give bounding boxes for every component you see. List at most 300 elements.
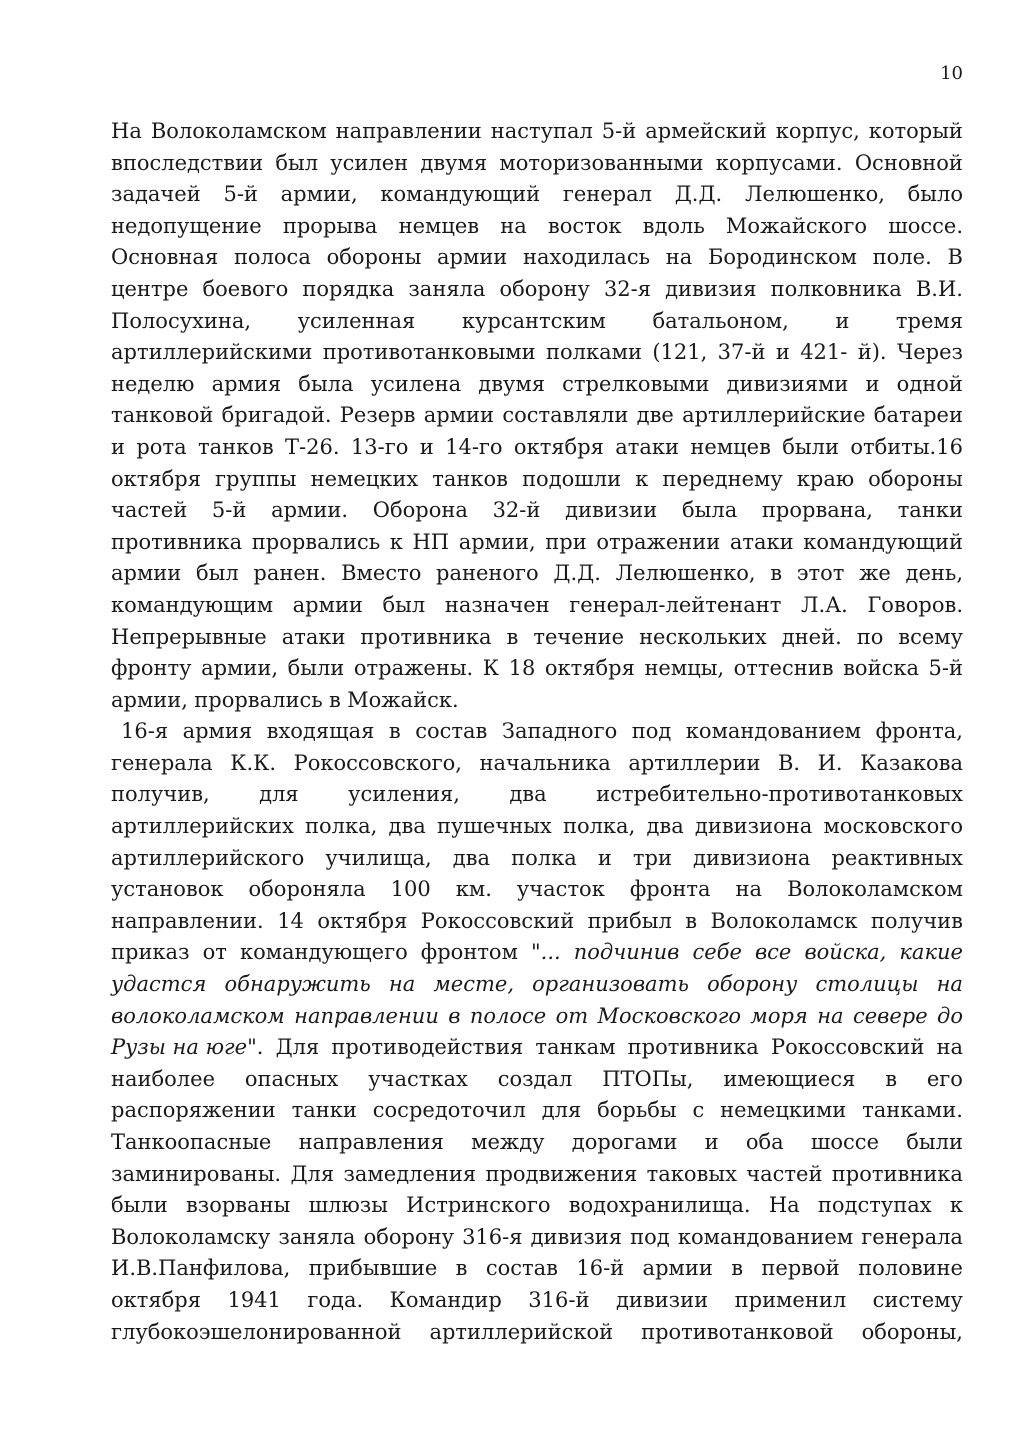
word: Л.А. xyxy=(801,592,848,617)
word: два xyxy=(509,782,547,807)
word: танками. xyxy=(862,1098,963,1123)
text-line xyxy=(111,1001,963,1033)
word: В xyxy=(947,245,963,270)
word: два xyxy=(646,814,684,839)
word: Волоколамском xyxy=(150,119,327,143)
word: были xyxy=(906,1130,963,1154)
word: был xyxy=(382,592,426,617)
word: фронтом xyxy=(420,940,518,965)
word: недопущение xyxy=(111,213,262,238)
word: артиллерийскими xyxy=(111,340,313,365)
word: всему xyxy=(898,624,963,649)
word: для xyxy=(541,1098,582,1123)
word: в xyxy=(455,1256,468,1281)
word: был xyxy=(275,150,319,175)
word: одной xyxy=(896,371,963,396)
word: столицы xyxy=(815,972,919,997)
word: и xyxy=(704,1130,719,1154)
word: наступал xyxy=(490,119,593,143)
word: генерала xyxy=(111,750,213,775)
word: артиллерийской xyxy=(429,1319,614,1344)
word: 18 xyxy=(508,656,536,681)
text-line xyxy=(111,558,963,590)
word: истребительно-противотанковых xyxy=(596,782,963,807)
word: противотанковой xyxy=(641,1319,834,1344)
word: командующим xyxy=(111,592,274,617)
text-line xyxy=(111,1159,963,1191)
word: противодействия xyxy=(331,1035,524,1060)
text-line xyxy=(111,306,963,338)
word: Резерв xyxy=(339,403,416,428)
word: и xyxy=(835,308,850,333)
word: 100 xyxy=(390,877,431,902)
text-line xyxy=(111,400,963,432)
word: оборону xyxy=(499,276,590,301)
word: первой xyxy=(761,1256,840,1281)
word: частей xyxy=(746,1161,823,1186)
word: Полосухина, xyxy=(111,308,252,333)
word: усиления, xyxy=(348,782,460,807)
word: октября xyxy=(513,434,604,459)
word: Т-26. xyxy=(285,434,340,459)
text-line xyxy=(111,1095,963,1127)
word: взорваны xyxy=(185,1193,291,1218)
word: полосе xyxy=(469,1003,547,1028)
word: фронта, xyxy=(875,719,963,744)
word: в xyxy=(731,1256,744,1281)
word: артиллерии xyxy=(628,750,761,775)
text-line xyxy=(111,337,963,369)
word: был xyxy=(195,561,239,586)
word: немцев xyxy=(398,213,480,238)
word: усилен xyxy=(330,150,409,175)
word: дивизиями xyxy=(726,371,849,396)
word: Можайского xyxy=(725,213,868,238)
word: приказ xyxy=(111,940,190,965)
word: установок xyxy=(111,877,224,902)
text-line xyxy=(111,937,963,969)
word: 5-й xyxy=(928,656,963,681)
word: 16-й xyxy=(576,1256,625,1281)
word: на xyxy=(936,972,963,997)
word: армия xyxy=(211,371,282,396)
word: На xyxy=(111,119,142,143)
word: какие xyxy=(899,940,963,965)
word: училища, xyxy=(325,845,432,870)
word: оборону xyxy=(363,1224,454,1249)
word: подошли xyxy=(522,466,622,491)
word: 32-я xyxy=(603,276,652,301)
word: "... xyxy=(530,940,561,965)
word: моря xyxy=(750,1003,808,1028)
word: армии, xyxy=(280,182,358,207)
word: усилена xyxy=(370,371,462,396)
word: входящая xyxy=(266,719,375,744)
word: глубокоэшелонированной xyxy=(111,1319,402,1344)
word: и xyxy=(775,340,790,365)
word: применил xyxy=(734,1287,847,1312)
word: водохранилища. xyxy=(568,1193,751,1218)
word: были xyxy=(111,1193,168,1218)
word: ПТОПы, xyxy=(602,1066,694,1091)
word: И. xyxy=(817,750,843,775)
word: неделю xyxy=(111,371,195,396)
word: начальника xyxy=(479,750,611,775)
word: Казакова xyxy=(860,750,963,775)
word: обнаружить xyxy=(224,972,371,997)
word: дивизиона xyxy=(693,845,811,870)
word: На xyxy=(768,1193,800,1218)
word: батареи xyxy=(873,403,963,428)
word: Оборона xyxy=(372,498,468,523)
word: бригадой. xyxy=(221,403,332,428)
word: дивизии xyxy=(615,1287,709,1312)
text-line xyxy=(111,1285,963,1317)
word: направления xyxy=(298,1130,444,1154)
word: опасных xyxy=(244,1066,339,1091)
word: и xyxy=(597,845,612,870)
word: половине xyxy=(858,1256,963,1281)
word: ранен. xyxy=(253,561,327,586)
word: на xyxy=(735,877,763,902)
word: до xyxy=(937,1003,963,1028)
word: и xyxy=(111,434,125,459)
word: 16-я xyxy=(121,719,169,744)
word: армии xyxy=(642,1256,713,1281)
word: армии, xyxy=(111,687,188,712)
word: раненого xyxy=(436,561,539,586)
word: генерала xyxy=(861,1224,963,1249)
word: противотанковыми xyxy=(322,340,536,365)
word: Командир xyxy=(389,1287,502,1312)
word: московского xyxy=(823,814,963,839)
word: прорвана, xyxy=(761,498,873,523)
word: Можайск. xyxy=(347,687,459,712)
word: на xyxy=(388,972,416,997)
word: артиллерийского xyxy=(111,845,305,870)
word: года. xyxy=(307,1287,364,1312)
word: таковых xyxy=(646,1161,737,1186)
word: танков xyxy=(432,466,509,491)
word: 13-го xyxy=(350,434,409,459)
word: Рузы на юге". xyxy=(111,1035,264,1060)
word: В. xyxy=(777,750,801,775)
word: Говоров. xyxy=(867,592,963,617)
word: получив, xyxy=(111,782,210,807)
word: оба xyxy=(745,1130,784,1154)
word: рота xyxy=(136,434,187,459)
text-line xyxy=(111,116,963,148)
word: прибыл xyxy=(587,908,672,933)
word: прорвались xyxy=(194,687,323,712)
text-line xyxy=(111,242,963,274)
text-line xyxy=(111,653,963,685)
word: атаки xyxy=(729,529,794,554)
word: реактивных xyxy=(831,845,963,870)
word: Вместо xyxy=(341,561,422,586)
word: Западного xyxy=(501,719,618,744)
word: Рокоссовского, xyxy=(293,750,462,775)
word: пушечных xyxy=(437,814,552,839)
word: назначен xyxy=(444,592,550,617)
word: двумя xyxy=(478,371,545,396)
word: переднему xyxy=(662,466,783,491)
word: Непрерывные xyxy=(111,624,267,649)
word: состав xyxy=(485,1256,558,1281)
word: подчинив xyxy=(573,940,680,965)
word: оттеснив xyxy=(733,656,834,681)
word: армии xyxy=(292,592,363,617)
word: 421- xyxy=(800,340,848,365)
word: дорогами xyxy=(571,1130,678,1154)
word: противника xyxy=(627,1035,759,1060)
text-line xyxy=(111,211,963,243)
word: танки xyxy=(897,498,963,523)
word: корпусами. xyxy=(715,150,843,175)
word: армейский xyxy=(645,119,767,143)
text-line xyxy=(111,527,963,559)
word: Волоколамск xyxy=(710,908,858,933)
word: усиленная xyxy=(297,308,416,333)
word: октября xyxy=(317,908,408,933)
word: К xyxy=(482,656,500,681)
word: подступах xyxy=(817,1193,932,1218)
word: Волоколамском xyxy=(787,877,963,902)
word: армии, xyxy=(458,529,536,554)
word: шлюзы xyxy=(308,1193,388,1218)
word: Бородинском xyxy=(707,245,857,270)
word: армии. xyxy=(271,498,349,523)
word: две xyxy=(636,403,674,428)
word: В.И. xyxy=(915,276,963,301)
word: Основной xyxy=(854,150,963,175)
word: НП xyxy=(412,529,450,554)
word: 14 xyxy=(277,908,304,933)
word: систему xyxy=(872,1287,963,1312)
word: полка, xyxy=(562,814,636,839)
text-line xyxy=(111,874,963,906)
word: Д.Д. xyxy=(674,182,723,207)
word: отбиты.16 xyxy=(850,434,963,459)
text-line xyxy=(111,432,963,464)
word: противника xyxy=(360,624,492,649)
word: направлении xyxy=(294,1003,439,1028)
word: 316-я xyxy=(462,1224,523,1249)
word: армии xyxy=(111,561,182,586)
text-line xyxy=(111,843,963,875)
word: полоса xyxy=(233,245,311,270)
word: танкам xyxy=(535,1035,616,1060)
text-line xyxy=(111,1127,963,1159)
word: под xyxy=(631,719,672,744)
word: продвижения xyxy=(485,1161,638,1186)
word: и xyxy=(865,371,880,396)
word: два xyxy=(452,845,491,870)
word: были xyxy=(287,656,345,681)
word: порядка xyxy=(302,276,395,301)
word: прорыва xyxy=(282,213,378,238)
word: 14-го xyxy=(445,434,503,459)
text-line xyxy=(111,685,963,717)
word: удастся xyxy=(111,972,207,997)
word: себе xyxy=(692,940,742,965)
word: на xyxy=(500,213,527,238)
word: танки xyxy=(291,1098,357,1123)
word: прибывшие xyxy=(308,1256,438,1281)
word: шоссе xyxy=(810,1130,879,1154)
text-line xyxy=(111,748,963,780)
text-line xyxy=(111,495,963,527)
word: шоссе. xyxy=(888,213,963,238)
word: месте, xyxy=(433,972,514,997)
word: 5-й xyxy=(601,119,637,143)
word: группы xyxy=(215,466,297,491)
word: течение xyxy=(533,624,625,649)
text-line xyxy=(111,1032,963,1064)
word: восток xyxy=(547,213,622,238)
word: артиллерийские xyxy=(682,403,866,428)
body-text xyxy=(111,116,963,1348)
text-line xyxy=(111,464,963,496)
word: была xyxy=(682,498,738,523)
text-line xyxy=(111,179,963,211)
word: армии, xyxy=(201,656,279,681)
word: задачей xyxy=(111,182,201,207)
word: немецкими xyxy=(720,1098,847,1123)
word: два xyxy=(388,814,426,839)
word: на xyxy=(817,1003,844,1028)
word: создал xyxy=(497,1066,573,1091)
word: стрелковыми xyxy=(562,371,710,396)
text-line xyxy=(111,1222,963,1254)
word: участок xyxy=(516,877,605,902)
word: Основная xyxy=(111,245,219,270)
word: 1941 xyxy=(227,1287,281,1312)
word: командованием xyxy=(677,1224,854,1249)
text-line xyxy=(111,590,963,622)
word: Волоколамску xyxy=(111,1224,271,1249)
word: центре xyxy=(111,276,189,301)
word: й). xyxy=(857,340,887,365)
word: немецких xyxy=(310,466,419,491)
word: Истринского xyxy=(406,1193,551,1218)
word: полка, xyxy=(305,814,378,839)
word: заняла xyxy=(278,1224,356,1249)
word: И.В.Панфилова, xyxy=(111,1256,291,1281)
word: артиллерийских xyxy=(111,814,294,839)
text-line xyxy=(111,148,963,180)
word: танков xyxy=(197,434,274,459)
word: обороны xyxy=(326,245,422,270)
word: было xyxy=(907,182,963,207)
word: с xyxy=(692,1098,705,1123)
word: в xyxy=(388,719,401,744)
word: этот xyxy=(796,561,845,586)
word: были xyxy=(782,434,839,459)
word: армия xyxy=(182,719,253,744)
page-number: 10 xyxy=(940,63,963,84)
word: состав xyxy=(415,719,488,744)
word: Рокоссовский xyxy=(420,908,575,933)
word: при xyxy=(545,529,587,554)
word: к xyxy=(949,1193,963,1218)
word: командующий xyxy=(380,182,541,207)
word: на xyxy=(936,1035,963,1060)
word: армии xyxy=(423,403,495,428)
word: Для xyxy=(290,1161,335,1186)
word: полками xyxy=(546,340,642,365)
word: обороняла xyxy=(248,877,366,902)
word: батальоном, xyxy=(652,308,789,333)
word: генерал xyxy=(562,182,652,207)
word: курсантским xyxy=(461,308,606,333)
word: борьбы xyxy=(597,1098,677,1123)
word: составляли xyxy=(502,403,629,428)
word: в xyxy=(685,908,698,933)
word: частей xyxy=(111,498,188,523)
word: впоследствии xyxy=(111,150,264,175)
word: км. xyxy=(455,877,492,902)
word: дивизия xyxy=(530,1224,623,1249)
word: участках xyxy=(368,1066,468,1091)
word: три xyxy=(632,845,672,870)
word: же xyxy=(859,561,891,586)
word: оборону xyxy=(707,972,798,997)
word: сосредоточил xyxy=(372,1098,526,1123)
word: генерал-лейтенант xyxy=(569,592,782,617)
text-line xyxy=(111,716,963,748)
word: для xyxy=(259,782,299,807)
word: в xyxy=(506,624,519,649)
word: командующего xyxy=(239,940,408,965)
word: боевого xyxy=(202,276,289,301)
word: между xyxy=(471,1130,545,1154)
text-line xyxy=(111,1253,963,1285)
word: командованием xyxy=(685,719,862,744)
word: от xyxy=(555,1003,589,1028)
word: заминированы. xyxy=(111,1161,282,1186)
word: прорвались xyxy=(251,529,381,554)
text-line xyxy=(111,1190,963,1222)
word: тремя xyxy=(895,308,963,333)
paragraph xyxy=(111,116,963,716)
word: 5-й xyxy=(223,182,258,207)
word: Через xyxy=(896,340,963,365)
word: командующий xyxy=(803,529,963,554)
word: танковой xyxy=(111,403,214,428)
word: севере xyxy=(852,1003,928,1028)
word: находилась xyxy=(523,245,651,270)
text-line xyxy=(111,1317,963,1349)
word: направлении. xyxy=(111,908,264,933)
word: его xyxy=(926,1066,963,1091)
word: фронту xyxy=(111,656,192,681)
word: распоряжении xyxy=(111,1098,276,1123)
word: Для xyxy=(275,1035,320,1060)
word: 37-й xyxy=(717,340,766,365)
word: армии xyxy=(437,245,508,270)
word: к xyxy=(389,529,403,554)
text-line xyxy=(111,906,963,938)
text-line xyxy=(111,779,963,811)
word: под xyxy=(630,1224,670,1249)
word: и xyxy=(419,434,434,459)
word: немцы, xyxy=(644,656,725,681)
word: моторизованными xyxy=(499,150,704,175)
text-line xyxy=(111,274,963,306)
word: наиболее xyxy=(111,1066,215,1091)
word: получив xyxy=(870,908,963,933)
